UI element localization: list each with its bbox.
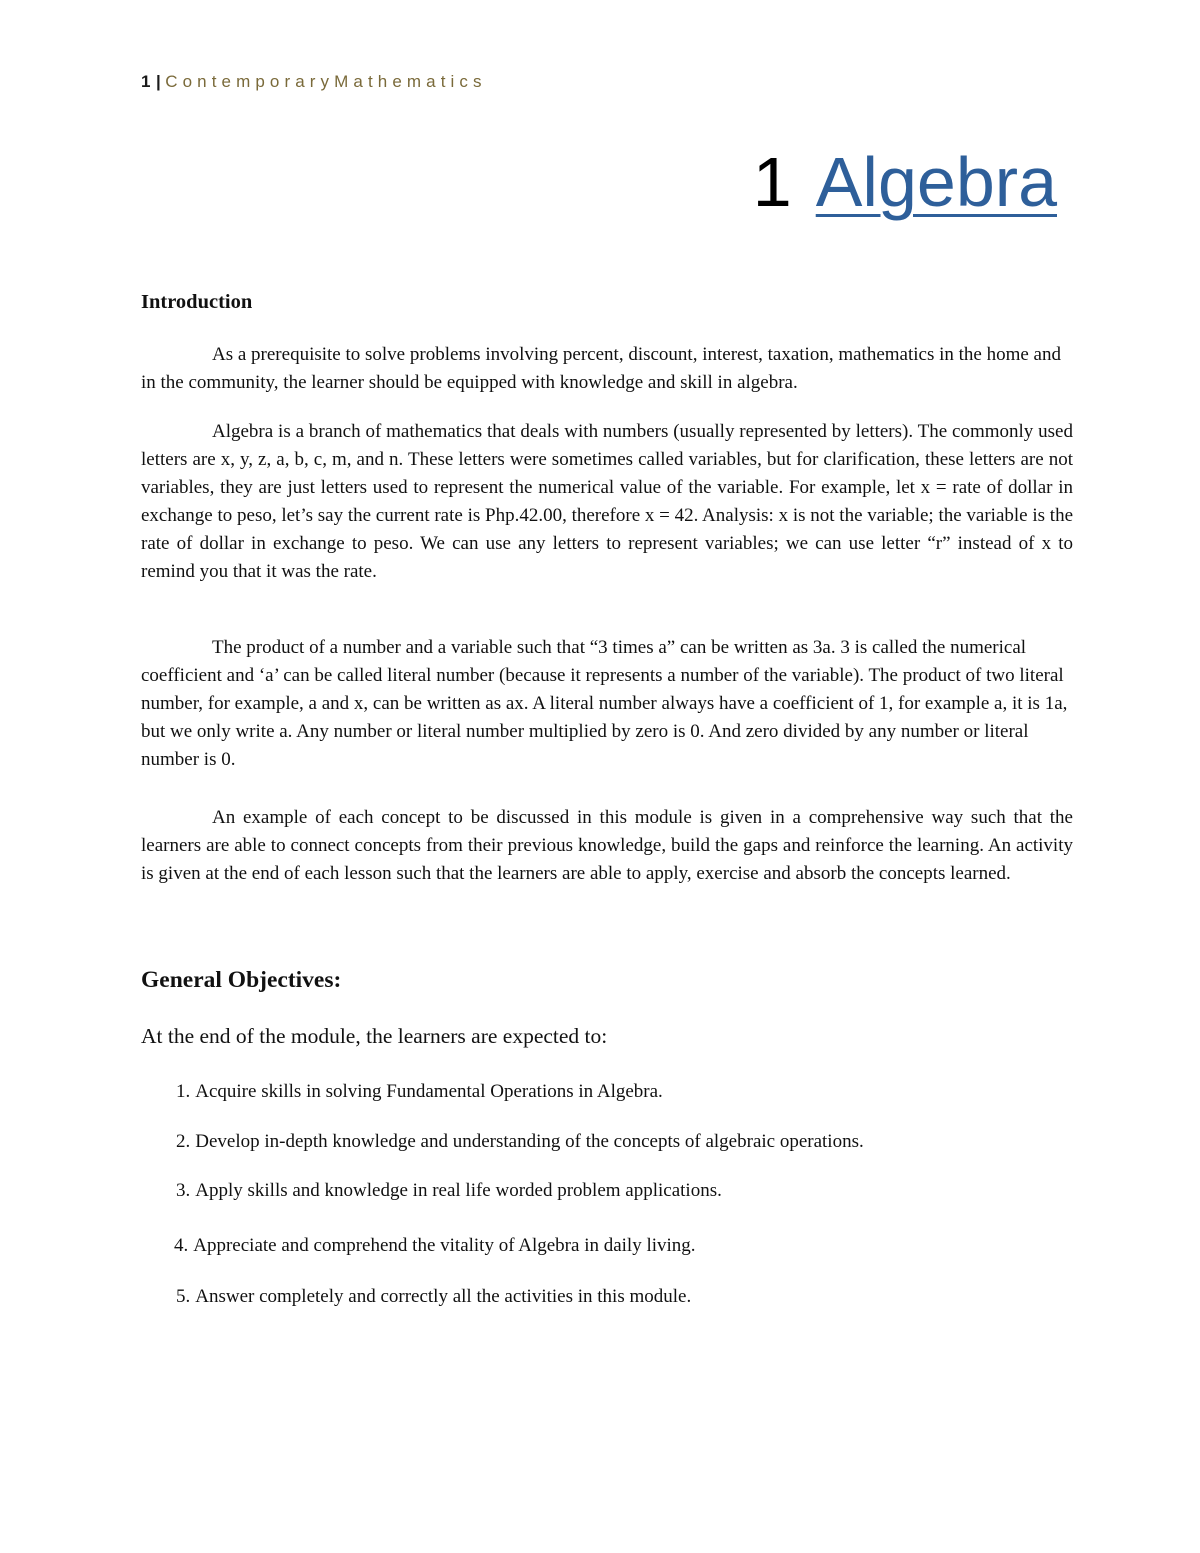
objective-text: Acquire skills in solving Fundamental Operations in Algebra. bbox=[195, 1081, 663, 1102]
chapter-number: 1 bbox=[752, 143, 792, 221]
objective-number: 3. bbox=[176, 1180, 191, 1201]
header-title: ContemporaryMathematics bbox=[165, 72, 487, 91]
objective-number: 4. bbox=[174, 1235, 189, 1256]
introduction-heading: Introduction bbox=[141, 291, 253, 313]
intro-paragraph-3: The product of a number and a variable such that “3 times a” can be written as 3a. 3 is called the numerical coefficient and ‘a’ can be called literal number (because it represents a number of the variable). The product of two literal number, for example, a and x, can be written as ax. A literal number always have a coefficient of 1, for example a, it is 1a, but we only write a. Any number or literal number multiplied by zero is 0. And zero divided by any number or literal number is 0. bbox=[141, 637, 1068, 770]
objective-number: 2. bbox=[176, 1131, 191, 1152]
intro-paragraph-2: Algebra is a branch of mathematics that deals with numbers (usually represented by letters). The commonly used letters are x, y, z, a, b, c, m, and n. These letters were sometimes called variables, but for clarification, these letters are not variables, they are just letters used to represent the numerical value of the variable. For example, let x = rate of dollar in exchange to peso, let’s say the current rate is Php.42.00, therefore x = 42. Analysis: x is not the variable; the variable is the rate of dollar in exchange to peso. We can use any letters to represent variables; we can use letter “r” instead of x to remind you that it was the rate. bbox=[141, 421, 1073, 582]
header-page-number: 1 bbox=[141, 72, 151, 91]
intro-paragraph-1: As a prerequisite to solve problems involving percent, discount, interest, taxation, mathematics in the home and in the community, the learner should be equipped with knowledge and skill in algebra. bbox=[141, 344, 1061, 393]
running-header bbox=[141, 72, 487, 92]
objective-text: Apply skills and knowledge in real life worded problem applications. bbox=[195, 1180, 722, 1201]
objective-item bbox=[176, 1177, 722, 1205]
objective-item bbox=[176, 1283, 691, 1311]
objective-text: Develop in-depth knowledge and understanding of the concepts of algebraic operations. bbox=[195, 1131, 864, 1152]
objective-item bbox=[174, 1232, 696, 1260]
objectives-intro: At the end of the module, the learners are expected to: bbox=[141, 1024, 608, 1048]
header-separator: | bbox=[155, 72, 162, 91]
objective-number: 1. bbox=[176, 1081, 191, 1102]
objective-text: Appreciate and comprehend the vitality of Algebra in daily living. bbox=[193, 1235, 696, 1256]
objective-text: Answer completely and correctly all the activities in this module. bbox=[195, 1286, 692, 1307]
objective-item bbox=[176, 1128, 864, 1156]
objectives-heading: General Objectives: bbox=[141, 967, 342, 993]
intro-paragraph-4: An example of each concept to be discussed in this module is given in a comprehensive way such that the learners are able to connect concepts from their previous knowledge, build the gaps and reinforce the learning. An activity is given at the end of each lesson such that the learners are able to apply, exercise and absorb the concepts learned. bbox=[141, 807, 1073, 884]
chapter-heading bbox=[753, 142, 1057, 223]
objective-item bbox=[176, 1078, 663, 1106]
objective-number: 5. bbox=[176, 1286, 191, 1307]
chapter-title: Algebra bbox=[815, 143, 1057, 221]
